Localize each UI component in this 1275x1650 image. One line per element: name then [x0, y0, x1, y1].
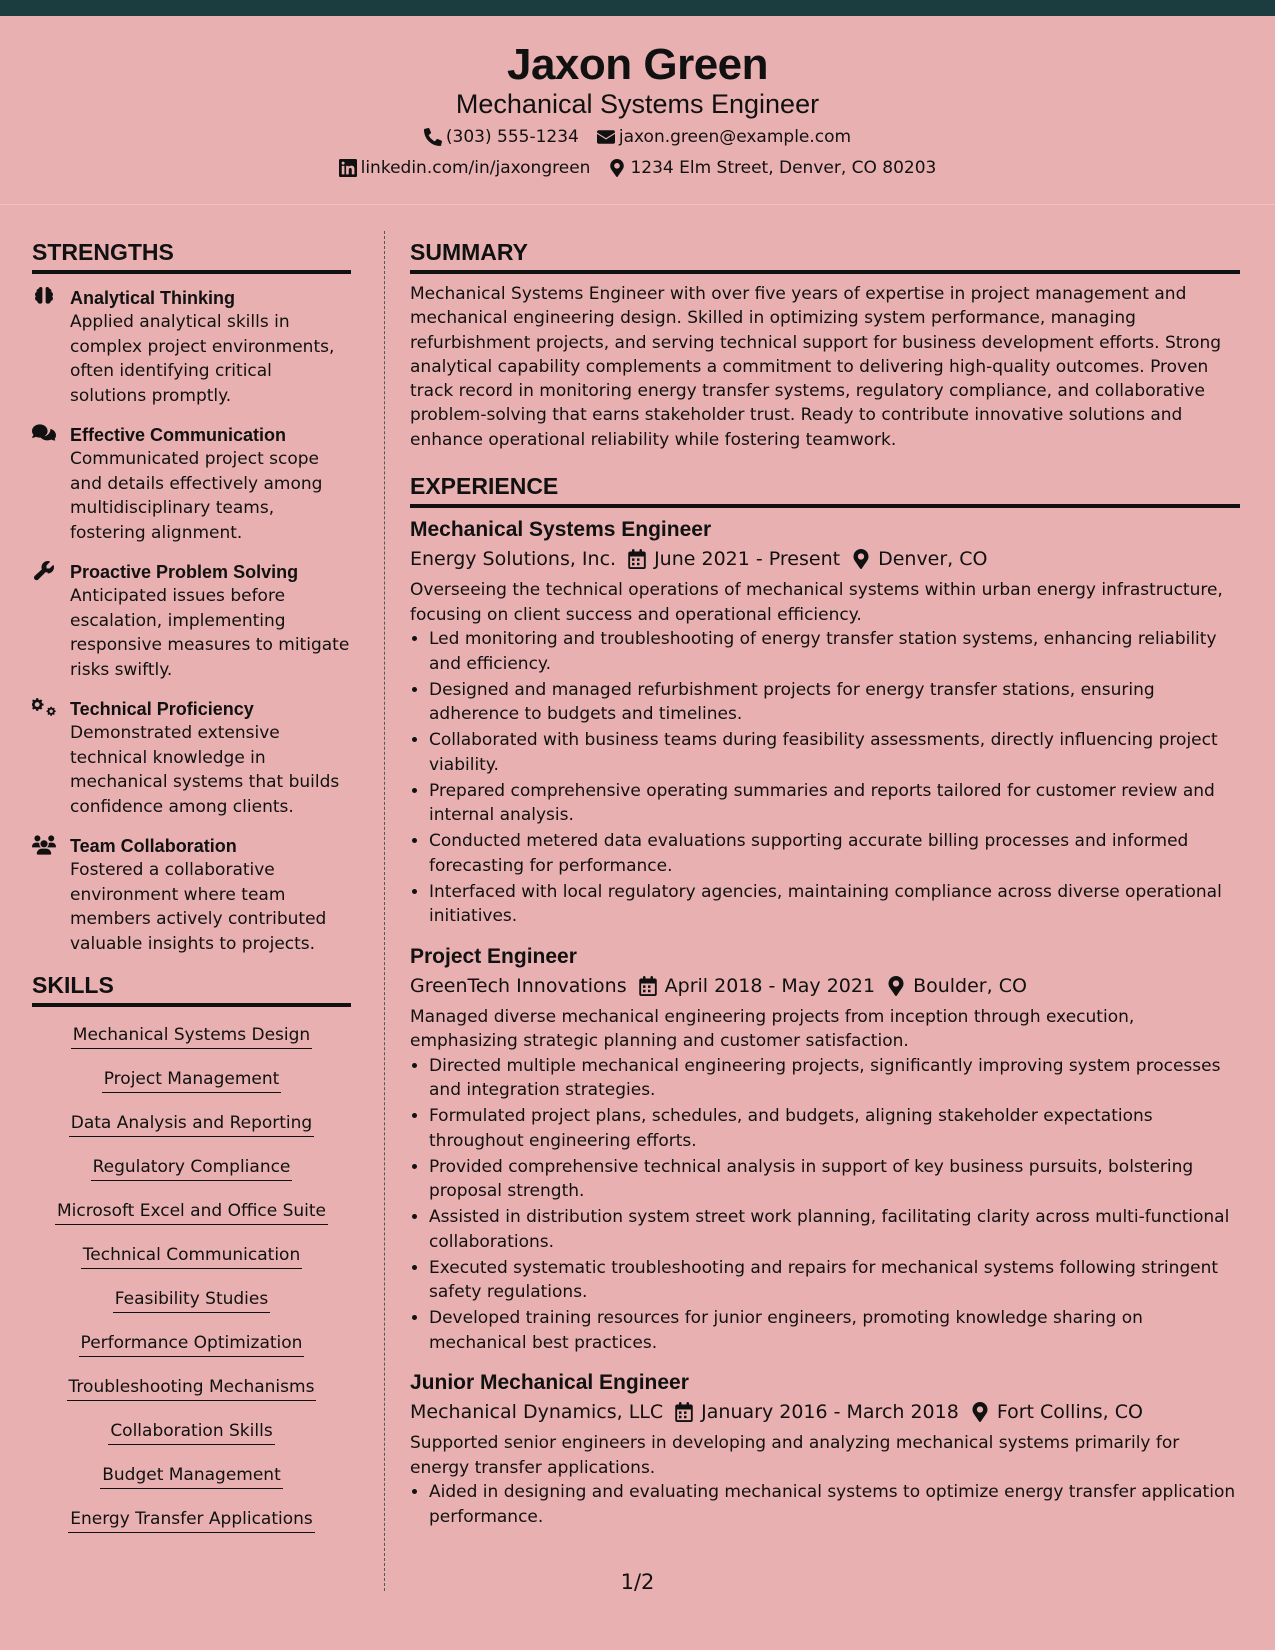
job-entry — [410, 943, 1240, 1356]
calendar-icon — [628, 549, 646, 569]
strength-description: Applied analytical skills in complex project environments, often identifying critical solutions promptly. — [70, 312, 335, 406]
job-entry — [410, 1369, 1240, 1529]
company-name: Energy Solutions, Inc. — [410, 548, 617, 571]
list-item: • Designed and managed refurbishment projects for energy transfer stations, ensuring adherence to budgets and timelines. — [429, 678, 1240, 727]
skill-tag: Regulatory Compliance — [91, 1155, 293, 1181]
strength-title: Proactive Problem Solving — [70, 562, 299, 582]
contact-row-2 — [0, 153, 1275, 184]
candidate-title: Mechanical Systems Engineer — [455, 89, 820, 120]
list-item: • Prepared comprehensive operating summaries and reports tailored for customer review and internal analysis. — [429, 779, 1240, 828]
strength-description: Communicated project scope and details effectively among multidisciplinary teams, fostering alignment. — [70, 449, 323, 543]
job-location: Denver, CO — [878, 548, 988, 571]
strength-item — [32, 834, 351, 956]
calendar-icon — [675, 1402, 693, 1422]
strength-description: Fostered a collaborative environment where team members actively contributed valuable insights to projects. — [70, 860, 327, 954]
strength-title: Effective Communication — [70, 425, 287, 445]
job-meta — [410, 971, 1240, 1001]
strength-title: Team Collaboration — [70, 836, 237, 856]
envelope-icon — [597, 128, 615, 146]
skill-tag: Collaboration Skills — [108, 1419, 274, 1445]
skills-heading: SKILLS — [32, 971, 351, 1007]
job-bullets — [410, 1480, 1240, 1529]
email-contact[interactable] — [597, 122, 851, 153]
strength-item — [32, 560, 351, 682]
skill-tag: Energy Transfer Applications — [68, 1507, 315, 1533]
list-item: • Collaborated with business teams during feasibility assessments, directly influencing project viability. — [429, 728, 1240, 777]
address-contact — [608, 153, 936, 184]
skill-tag: Data Analysis and Reporting — [69, 1111, 314, 1137]
phone-text: (303) 555-1234 — [445, 126, 579, 147]
experience-heading: EXPERIENCE — [410, 472, 1240, 508]
strength-title: Technical Proficiency — [70, 699, 254, 719]
job-bullets — [410, 627, 1240, 929]
job-bullets — [410, 1054, 1240, 1356]
job-title: Junior Mechanical Engineer — [410, 1371, 689, 1395]
page-number: 1/2 — [620, 1570, 655, 1594]
skill-tag: Performance Optimization — [79, 1331, 305, 1357]
phone-icon — [424, 128, 442, 146]
list-item: • Provided comprehensive technical analysis in support of key business pursuits, bolstering proposal strength. — [429, 1155, 1240, 1204]
company-name: Mechanical Dynamics, LLC — [410, 1401, 664, 1424]
list-item: • Aided in designing and evaluating mechanical systems to optimize energy transfer application performance. — [429, 1480, 1240, 1529]
skill-tag: Mechanical Systems Design — [71, 1023, 312, 1049]
map-pin-icon — [971, 1402, 989, 1422]
list-item: • Assisted in distribution system street work planning, facilitating clarity across multi-functional collaborations. — [429, 1205, 1240, 1254]
skills-list — [32, 1023, 351, 1551]
list-item: • Directed multiple mechanical engineering projects, significantly improving system processes and integration strategies. — [429, 1054, 1240, 1103]
job-title: Project Engineer — [410, 944, 577, 968]
strengths-heading: STRENGTHS — [32, 238, 351, 274]
job-meta — [410, 544, 1240, 574]
gears-icon — [32, 698, 56, 718]
email-text: jaxon.green@example.com — [618, 126, 852, 147]
candidate-name: Jaxon Green — [506, 40, 769, 89]
experience-section — [410, 472, 1240, 1529]
list-item: • Led monitoring and troubleshooting of energy transfer station systems, enhancing reliability and efficiency. — [429, 627, 1240, 676]
resume-header — [0, 16, 1275, 178]
strength-description: Demonstrated extensive technical knowledge in mechanical systems that builds confidence among clients. — [70, 723, 340, 817]
top-accent-bar — [0, 0, 1275, 16]
skill-tag: Microsoft Excel and Office Suite — [55, 1199, 328, 1225]
linkedin-icon — [339, 159, 357, 177]
address-text: 1234 Elm Street, Denver, CO 80203 — [630, 157, 937, 178]
job-description: Managed diverse mechanical engineering projects from inception through execution, emphasizing strategic planning and customer satisfaction. — [410, 1006, 1135, 1052]
strength-item — [32, 423, 351, 545]
skill-tag: Budget Management — [100, 1463, 283, 1489]
linkedin-contact[interactable] — [339, 153, 591, 184]
job-location: Boulder, CO — [913, 974, 1027, 997]
summary-heading: SUMMARY — [410, 238, 1240, 274]
linkedin-text: linkedin.com/in/jaxongreen — [360, 157, 591, 178]
job-entry — [410, 516, 1240, 929]
strengths-list — [32, 286, 351, 956]
calendar-icon — [639, 976, 657, 996]
strength-description: Anticipated issues before escalation, implementing responsive measures to mitigate risks swiftly. — [70, 586, 350, 680]
list-item: • Developed training resources for junior engineers, promoting knowledge sharing on mechanical best practices. — [429, 1306, 1240, 1355]
strength-title: Analytical Thinking — [70, 288, 236, 308]
contact-row-1 — [0, 122, 1275, 153]
company-name: GreenTech Innovations — [410, 974, 627, 997]
job-dates: April 2018 - May 2021 — [664, 974, 876, 997]
skill-tag: Troubleshooting Mechanisms — [67, 1375, 317, 1401]
skill-tag: Technical Communication — [81, 1243, 302, 1269]
map-pin-icon — [852, 549, 870, 569]
summary-text: Mechanical Systems Engineer with over five years of expertise in project management and mechanical engineering design. Skilled in optimizing system performance, managing refurbishment projects, and serving technical support for business development efforts. Strong analytical capability complements a commitment to delivering high-quality outcomes. Proven track record in monitoring energy transfer systems, regulatory compliance, and collaborative problem-solving that earns stakeholder trust. Ready to contribute innovative solutions and enhance operational reliability while fostering teamwork. — [410, 284, 1222, 450]
job-dates: January 2016 - March 2018 — [701, 1401, 959, 1424]
list-item: • Formulated project plans, schedules, and budgets, aligning stakeholder expectations throughout engineering efforts. — [429, 1104, 1240, 1153]
list-item: • Executed systematic troubleshooting and repairs for mechanical systems following stringent safety regulations. — [429, 1256, 1240, 1305]
users-icon — [32, 835, 56, 855]
job-description: Supported senior engineers in developing and analyzing mechanical systems primarily for energy transfer applications. — [410, 1433, 1180, 1478]
left-column — [32, 238, 351, 1551]
strength-item — [32, 697, 351, 819]
job-location: Fort Collins, CO — [996, 1401, 1143, 1424]
wrench-icon — [32, 561, 56, 581]
header-separator — [0, 204, 1275, 205]
right-column — [410, 238, 1240, 1531]
job-title: Mechanical Systems Engineer — [410, 518, 712, 542]
brain-icon — [32, 287, 56, 307]
job-meta — [410, 1397, 1240, 1427]
comments-icon — [32, 424, 56, 444]
skill-tag: Project Management — [102, 1067, 282, 1093]
strength-item — [32, 286, 351, 408]
skill-tag: Feasibility Studies — [113, 1287, 270, 1313]
job-dates: June 2021 - Present — [654, 548, 841, 571]
job-description: Overseeing the technical operations of mechanical systems within urban energy infrastructure, focusing on client success and operational efficiency. — [410, 580, 1223, 625]
map-pin-icon — [608, 159, 626, 177]
map-pin-icon — [887, 976, 905, 996]
phone-contact — [424, 122, 579, 153]
list-item: • Conducted metered data evaluations supporting accurate billing processes and informed forecasting for performance. — [429, 829, 1240, 878]
skills-section — [32, 971, 351, 1551]
column-divider — [384, 231, 385, 1591]
list-item: • Interfaced with local regulatory agencies, maintaining compliance across diverse operational initiatives. — [429, 880, 1240, 929]
